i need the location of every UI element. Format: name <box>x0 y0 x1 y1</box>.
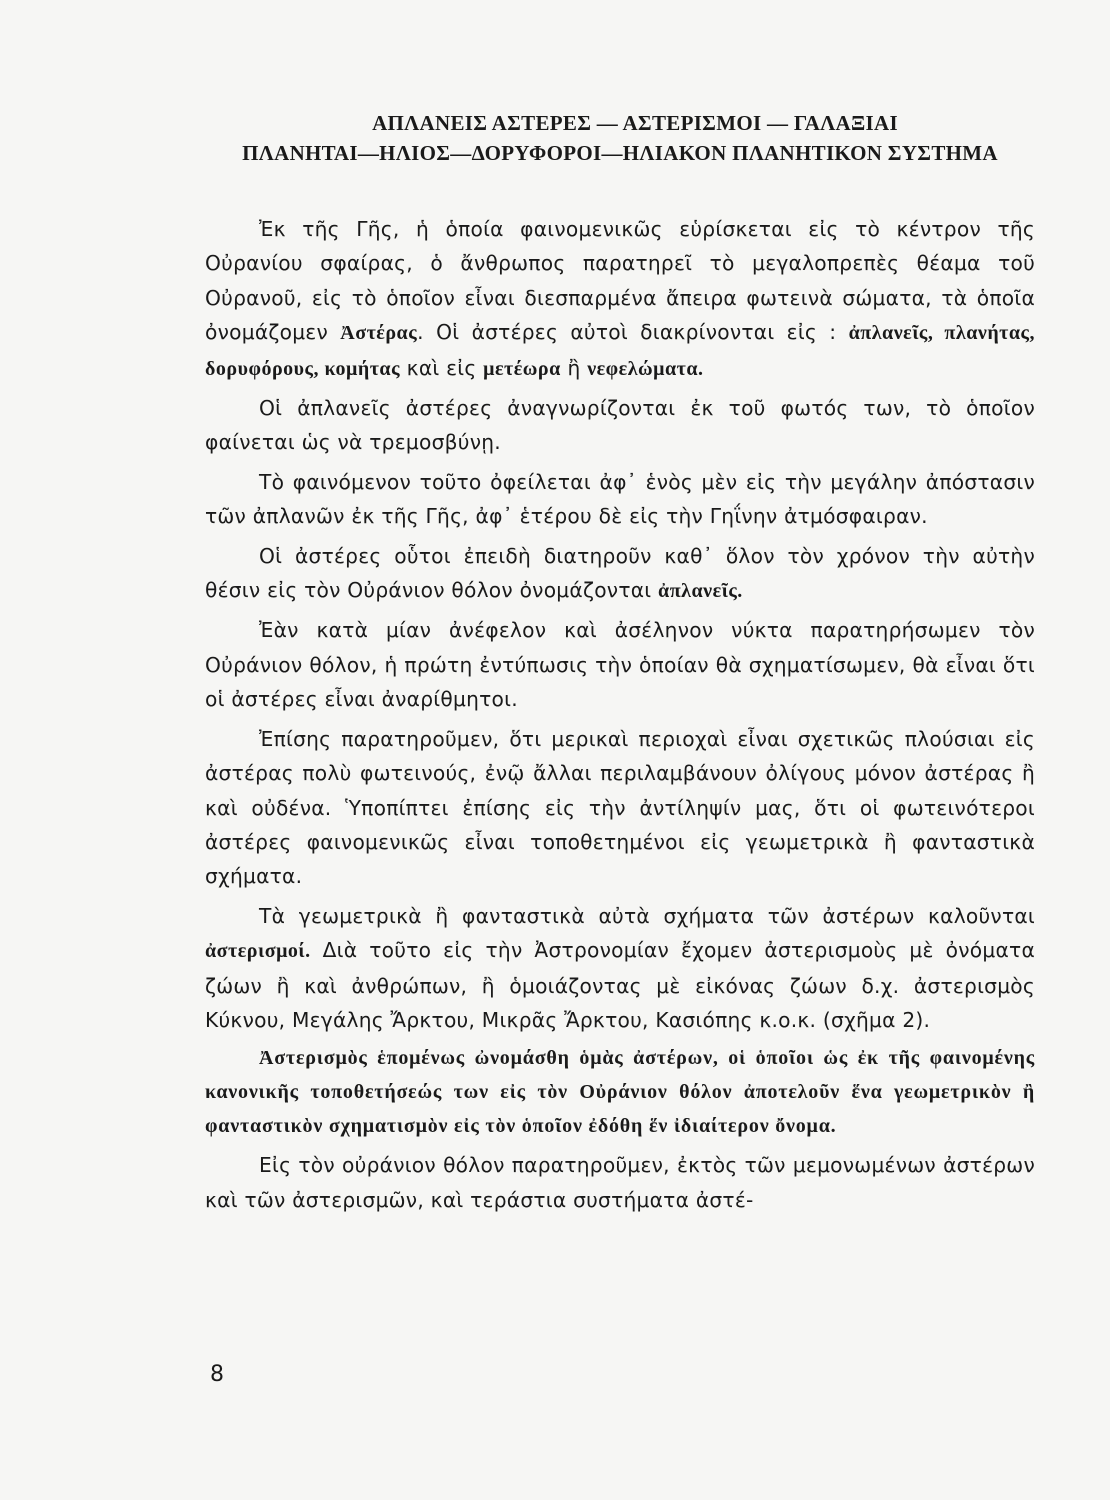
text-run: Ἀστερισμὸς ἑπομένως ὠνομάσθη ὁμὰς ἀστέρων, οἱ ὁποῖοι ὡς ἐκ τῆς φαινομένης κανονικῆς τοποθετήσεώς των εἰς τὸν Οὐράνιον θόλον ἀποτελοῦν ἕνα γεωμετρικὸν ἢ φανταστικὸν σχηματισμὸν εἰς τὸν ὁποῖον ἐδόθη ἕν ἰδιαίτερον ὄνομα. <box>205 1047 1035 1137</box>
text-run: Ἐὰν κατὰ μίαν ἀνέφελον καὶ ἀσέληνον νύκτα παρατηρήσωμεν τὸν Οὐράνιον θόλον, ἡ πρώτη ἐντύπωσις τὴν ὁποίαν θὰ σχηματίσωμεν, θὰ εἶναι ὅτι οἱ ἀστέρες εἶναι ἀναρίθμητοι. <box>205 618 1035 712</box>
book-page <box>205 108 1035 1222</box>
heading-line-1: ΑΠΛΑΝΕΙΣ ΑΣΤΕΡΕΣ — ΑΣΤΕΡΙΣΜΟΙ — ΓΑΛΑΞΙΑΙ <box>372 111 898 135</box>
paragraph <box>205 613 1035 716</box>
bold-term: ἀπλανεῖς. <box>658 580 743 603</box>
paragraph <box>205 391 1035 460</box>
chapter-heading <box>205 108 1035 168</box>
paragraph <box>205 1148 1035 1217</box>
paragraph <box>205 899 1035 1038</box>
body-text <box>205 212 1035 1217</box>
text-run: Οἱ ἀστέρες οὗτοι ἐπειδὴ διατηροῦν καθ᾿ ὅλον τὸν χρόνον τὴν αὐτὴν θέσιν εἰς τὸν Οὐράνιον θόλον ὀνομάζονται <box>205 543 1035 603</box>
paragraph <box>205 1042 1035 1143</box>
bold-term: νεφελώματα. <box>587 357 704 380</box>
text-run: ἢ <box>560 355 588 380</box>
paragraph <box>205 212 1035 386</box>
bold-term: Ἀστέρας <box>340 322 418 345</box>
text-run: Οἱ ἀπλανεῖς ἀστέρες ἀναγνωρίζονται ἐκ τοῦ φωτός των, τὸ ὁποῖον φαίνεται ὡς νὰ τρεμοσβύνῃ. <box>205 396 1035 455</box>
text-run: Διὰ τοῦτο εἰς τὴν Ἀστρονομίαν ἔχομεν ἀστερισμοὺς μὲ ὀνόματα ζώων ἢ καὶ ἀνθρώπων, ἢ ὁμοιάζοντας μὲ εἰκόνας ζώων δ.χ. ἀστερισμὸς Κύκνου, Μεγάλης Ἄρκτου, Μικρᾶς Ἄρκτου, Κασιόπης κ.ο.κ. (σχῆμα 2). <box>205 938 1035 1032</box>
page-number: 8 <box>210 1362 224 1387</box>
paragraph <box>205 465 1035 534</box>
bold-term: μετέωρα <box>483 357 561 380</box>
text-run: Τὸ φαινόμενον τοῦτο ὀφείλεται ἀφ᾿ ἑνὸς μὲν εἰς τὴν μεγάλην ἀπόστασιν τῶν ἀπλανῶν ἐκ τῆς Γῆς, ἀφ᾿ ἑτέρου δὲ εἰς τὴν Γηΐνην ἀτμόσφαιραν. <box>205 469 1035 529</box>
text-run: Ἐπίσης παρατηροῦμεν, ὅτι μερικαὶ περιοχαὶ εἶναι σχετικῶς πλούσιαι εἰς ἀστέρας πολὺ φωτεινούς, ἐνῷ ἄλλαι περιλαμβάνουν ὀλίγους μόνον ἀστέρας ἢ καὶ οὐδένα. Ὑποπίπτει ἐπίσης εἰς τὴν ἀντίληψίν μας, ὅτι οἱ φωτεινότεροι ἀστέρες φαινομενικῶς εἶναι τοποθετημένοι εἰς γεωμετρικὰ ἢ φανταστικὰ σχήματα. <box>205 726 1035 889</box>
text-run: Τὰ γεωμετρικὰ ἢ φανταστικὰ αὐτὰ σχήματα τῶν ἀστέρων καλοῦνται <box>259 903 1035 928</box>
bold-term: ἀστερισμοί. <box>205 940 311 963</box>
paragraph <box>205 539 1035 609</box>
text-run: . Οἱ ἀστέρες αὐτοὶ διακρίνονται εἰς : <box>417 320 849 345</box>
heading-line-2: ΠΛΑΝΗΤΑΙ—ΗΛΙΟΣ—ΔΟΡΥΦΟΡΟΙ—ΗΛΙΑΚΟΝ ΠΛΑΝΗΤΙΚΟΝ ΣΥΣΤΗΜΑ <box>242 141 998 165</box>
paragraph <box>205 722 1035 894</box>
text-run: Ἐκ τῆς Γῆς, ἡ ὁποία φαινομενικῶς εὑρίσκεται εἰς τὸ κέντρον τῆς Οὐρανίου σφαίρας, ὁ ἄνθρωπος παρατηρεῖ τὸ μεγαλοπρεπὲς θέαμα τοῦ Οὐρανοῦ, εἰς τὸ ὁποῖον εἶναι διεσπαρμένα ἄπειρα φωτεινὰ σώματα, τὰ ὁποῖα ὀνομάζομεν <box>205 217 1035 345</box>
bold-term: ἀπλανεῖς, πλανήτας, δορυφόρους, κομήτας <box>205 322 1035 380</box>
text-run: καὶ εἰς <box>400 355 484 380</box>
text-run: Εἰς τὸν οὐράνιον θόλον παρατηροῦμεν, ἐκτὸς τῶν μεμονωμένων ἀστέρων καὶ τῶν ἀστερισμῶν, καὶ τεράστια συστήματα ἀστέ- <box>205 1153 1035 1212</box>
